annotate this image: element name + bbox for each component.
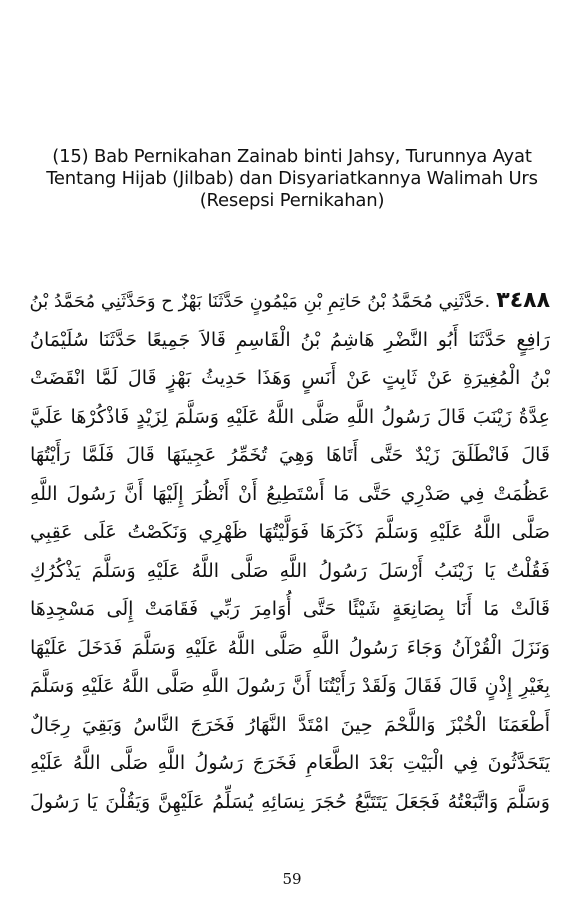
hadith-line: وَنَزَلَ الْقُرْآنُ وَجَاءَ رَسُولُ اللَّهِ صَلَّى اللَّهُ عَلَيْهِ وَسَلَّمَ فَدَخَلَ عَلَيْهَا [30, 636, 550, 659]
hadith-number: ٣٤٨٨ [496, 288, 550, 313]
hadith-text [30, 282, 550, 821]
hadith-line: ٣٤٨٨.حَدَّثَنِي مُحَمَّدُ بْنُ حَاتِمِ بْنِ مَيْمُونٍ حَدَّثَنَا بَهْزٌ ح وَحَدَّثَنِي مُحَمَّدُ بْنُ [30, 288, 550, 313]
hadith-line: قَالَ فَانْطَلَقَ زَيْدٌ حَتَّى أَتَاهَا وَهِيَ تُخَمِّرُ عَجِينَهَا قَالَ فَلَمَّا رَأَيْتُهَا [30, 444, 550, 466]
hadith-line: فَقُلْتُ يَا زَيْنَبُ أَرْسَلَ رَسُولُ اللَّهِ صَلَّى اللَّهُ عَلَيْهِ وَسَلَّمَ يَذْكُرُكِ [30, 559, 550, 582]
hadith-line: أَطْعَمَنَا الْخُبْزَ وَاللَّحْمَ حِينَ امْتَدَّ النَّهَارُ فَخَرَجَ النَّاسُ وَبَقِيَ رِجَالٌ [30, 713, 550, 736]
hadith-line: رَافِعٍ حَدَّثَنَا أَبُو النَّضْرِ هَاشِمُ بْنُ الْقَاسِمِ قَالاَ جَمِيعًا حَدَّثَنَا سُلَيْمَانُ [30, 328, 550, 351]
hadith-line: يَتَحَدَّثُونَ فِي الْبَيْتِ بَعْدَ الطَّعَامِ فَخَرَجَ رَسُولُ اللَّهِ صَلَّى اللَّهُ عَلَيْهِ [30, 752, 550, 774]
hadith-line: بِغَيْرِ إِذْنٍ قَالَ فَقَالَ وَلَقَدْ رَأَيْتُنَا أَنَّ رَسُولَ اللَّهِ صَلَّى اللَّهُ عَلَيْهِ وَسَلَّمَ [30, 675, 550, 697]
hadith-line: وَسَلَّمَ وَاتَّبَعْتُهُ فَجَعَلَ يَتَتَبَّعُ حُجَرَ نِسَائِهِ يُسَلِّمُ عَلَيْهِنَّ وَيَقُلْنَ يَا رَسُولَ [30, 790, 550, 813]
chapter-heading-line-1: (15) Bab Pernikahan Zainab binti Jahsy, Turunnya Ayat [52, 146, 532, 167]
chapter-heading-line-3: (Resepsi Pernikahan) [199, 190, 385, 211]
hadith-line: عِدَّةُ زَيْنَبَ قَالَ رَسُولُ اللَّهِ صَلَّى اللَّهُ عَلَيْهِ وَسَلَّمَ لِزَيْدٍ فَاذْكُرْهَا عَلَيَّ [30, 405, 550, 428]
hadith-line: بْنُ الْمُغِيرَةِ عَنْ ثَابِتٍ عَنْ أَنَسٍ وَهَذَا حَدِيثُ بَهْزٍ قَالَ لَمَّا انْقَضَتْ [30, 367, 550, 389]
hadith-line-text: حَدَّثَنِي مُحَمَّدُ بْنُ حَاتِمِ بْنِ مَيْمُونٍ حَدَّثَنَا بَهْزٌ ح وَحَدَّثَنِي مُحَمَّدُ بْنُ [30, 291, 485, 312]
chapter-heading-line-2: Tentang Hijab (Jilbab) dan Disyariatkannya Walimah Urs [46, 168, 538, 189]
chapter-heading [20, 146, 564, 212]
hadith-line: قَالَتْ مَا أَنَا بِصَانِعَةٍ شَيْئًا حَتَّى أُوَامِرَ رَبِّي فَقَامَتْ إِلَى مَسْجِدِهَا [30, 598, 550, 620]
hadith-line: صَلَّى اللَّهُ عَلَيْهِ وَسَلَّمَ ذَكَرَهَا فَوَلَّيْتُهَا ظَهْرِي وَنَكَصْتُ عَلَى عَقِبِي [30, 521, 550, 543]
page-number: 59 [282, 870, 302, 888]
hadith-line: عَظُمَتْ فِي صَدْرِي حَتَّى مَا أَسْتَطِيعُ أَنْ أَنْظُرَ إِلَيْهَا أَنَّ رَسُولَ اللَّهِ [30, 482, 550, 505]
